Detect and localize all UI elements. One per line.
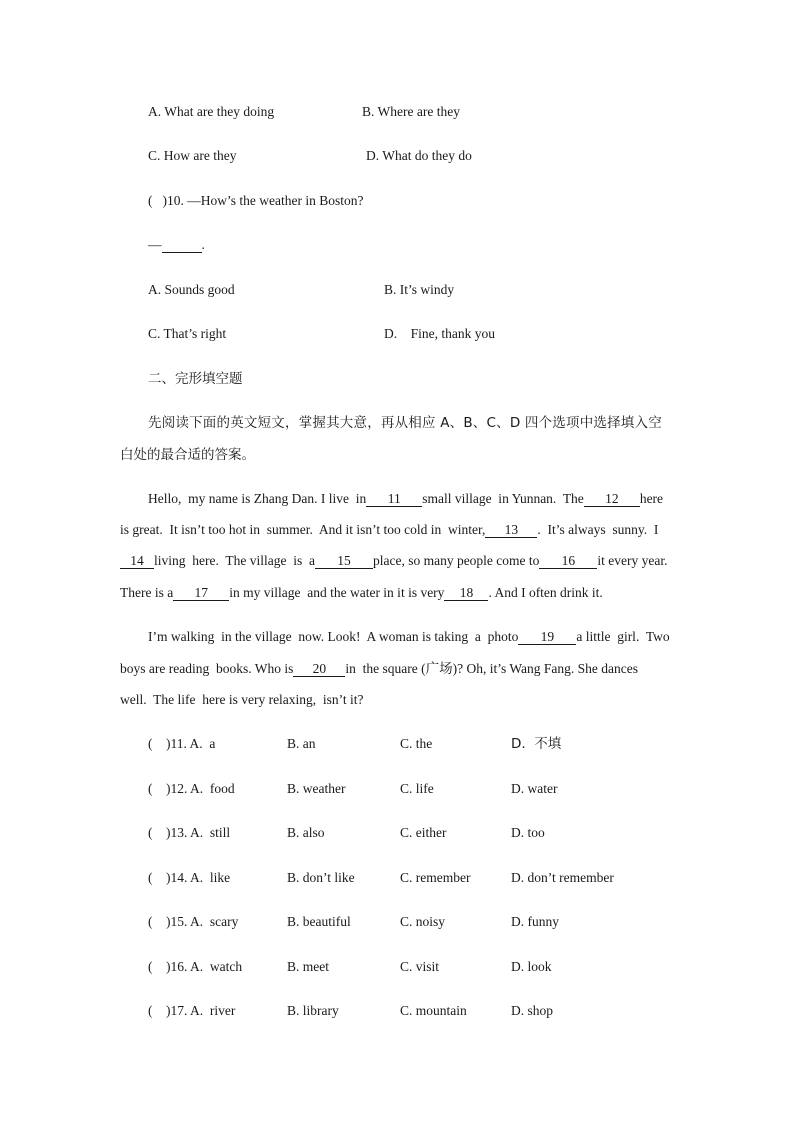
option-b[interactable]: B. beautiful [287, 914, 351, 929]
q10-option-c: C. That’s right [148, 326, 227, 341]
blank-19[interactable]: 19 [518, 629, 576, 645]
passage-p1-line4 [120, 584, 603, 602]
option-d[interactable]: D. shop [511, 1003, 554, 1018]
blank-11[interactable]: 11 [366, 491, 422, 507]
passage-text: place, so many people come to [372, 553, 540, 568]
question-paren: ( [148, 825, 153, 840]
option-c[interactable]: C. remember [400, 870, 471, 885]
option-c[interactable]: C. visit [400, 959, 440, 974]
question-number-option-a: )12. A. food [166, 781, 235, 796]
blank-16[interactable]: 16 [539, 553, 597, 569]
q9-option-a: A. What are they doing [148, 104, 275, 119]
q10-blank[interactable] [162, 237, 202, 253]
question-number-option-a: )16. A. watch [166, 959, 243, 974]
blank-20[interactable]: 20 [293, 661, 345, 677]
section-heading: 二、完形填空题 [148, 371, 243, 387]
q9-option-c: C. How are they [148, 148, 237, 163]
question-paren: ( [148, 1003, 153, 1018]
option-d[interactable]: D. funny [511, 914, 559, 929]
q10-option-b: B. It’s windy [384, 282, 455, 297]
option-d[interactable]: D. too [511, 825, 545, 840]
passage-p2-line2 [120, 660, 638, 678]
option-b[interactable]: B. meet [287, 959, 329, 974]
passage-text: . It’s always sunny. I [537, 522, 659, 537]
option-b[interactable]: B. weather [287, 781, 346, 796]
passage-p2-line3: well. The life here is very relaxing, isn’t it? [120, 692, 364, 707]
option-d[interactable]: D. water [511, 781, 558, 796]
option-d[interactable]: D. look [511, 959, 552, 974]
q10-paren-open: ( [148, 193, 153, 208]
question-paren: ( [148, 870, 153, 885]
q10-option-a: A. Sounds good [148, 282, 235, 297]
q10-stem-line [148, 192, 363, 210]
passage-p2-line1 [148, 628, 670, 646]
passage-text: here [639, 491, 664, 506]
question-paren: ( [148, 736, 153, 751]
blank-17[interactable]: 17 [173, 585, 229, 601]
option-b[interactable]: B. library [287, 1003, 339, 1018]
option-b[interactable]: B. also [287, 825, 325, 840]
option-c[interactable]: C. life [400, 781, 434, 796]
option-d[interactable]: D. don’t remember [511, 870, 614, 885]
question-paren: ( [148, 959, 153, 974]
q9-option-b: B. Where are they [362, 104, 460, 119]
q10-answer-dash: — [148, 237, 162, 252]
passage-text: . And I often drink it. [488, 585, 603, 600]
q10-answer-line [148, 236, 205, 254]
option-c[interactable]: C. either [400, 825, 447, 840]
blank-18[interactable]: 18 [444, 585, 488, 601]
passage-text: I’m walking in the village now. Look! A woman is taking a photo [148, 629, 519, 644]
passage-text: boys are reading books. Who is [120, 661, 294, 676]
q10-stem: 10. —How’s the weather in Boston? [167, 193, 364, 208]
passage-text: living here. The village is a [154, 553, 315, 568]
passage-p1-line2 [120, 521, 658, 539]
passage-text: Hello, my name is Zhang Dan. I live in [148, 491, 367, 506]
section-instructions-line2: 白处的最合适的答案。 [120, 447, 255, 463]
passage-text: is great. It isn’t too hot in summer. And it isn’t too cold in winter, [120, 522, 486, 537]
option-c[interactable]: C. mountain [400, 1003, 467, 1018]
question-number-option-a: )15. A. scary [166, 914, 239, 929]
blank-12[interactable]: 12 [584, 491, 640, 507]
passage-text: There is a [120, 585, 174, 600]
passage-text: it every year. [597, 553, 668, 568]
q10-option-d: D. Fine, thank you [384, 326, 495, 341]
blank-13[interactable]: 13 [485, 522, 537, 538]
question-number-option-a: )17. A. river [166, 1003, 236, 1018]
question-paren: ( [148, 781, 153, 796]
option-c[interactable]: C. the [400, 736, 433, 751]
option-c[interactable]: C. noisy [400, 914, 446, 929]
q10-answer-end: . [201, 237, 205, 252]
question-paren: ( [148, 914, 153, 929]
question-number-option-a: )14. A. like [166, 870, 231, 885]
passage-text: small village in Yunnan. The [422, 491, 584, 506]
question-number-option-a: )11. A. a [166, 736, 216, 751]
section-instructions-line1: 先阅读下面的英文短文，掌握其大意，再从相应 A、B、C、D 四个选项中选择填入空 [148, 415, 662, 431]
blank-14[interactable]: 14 [120, 553, 154, 569]
option-b[interactable]: B. don’t like [287, 870, 355, 885]
option-d[interactable]: D. 不填 [511, 736, 562, 752]
q9-option-d: D. What do they do [366, 148, 472, 163]
passage-text: in the square (广场)? Oh, it’s Wang Fang. She dances [345, 661, 638, 676]
question-number-option-a: )13. A. still [166, 825, 231, 840]
passage-text: in my village and the water in it is very [229, 585, 445, 600]
blank-15[interactable]: 15 [315, 553, 373, 569]
passage-text: a little girl. Two [576, 629, 670, 644]
option-b[interactable]: B. an [287, 736, 316, 751]
q10-paren-close: ) [162, 193, 167, 208]
passage-p1-line3 [120, 552, 668, 570]
passage-p1-line1 [148, 490, 663, 508]
